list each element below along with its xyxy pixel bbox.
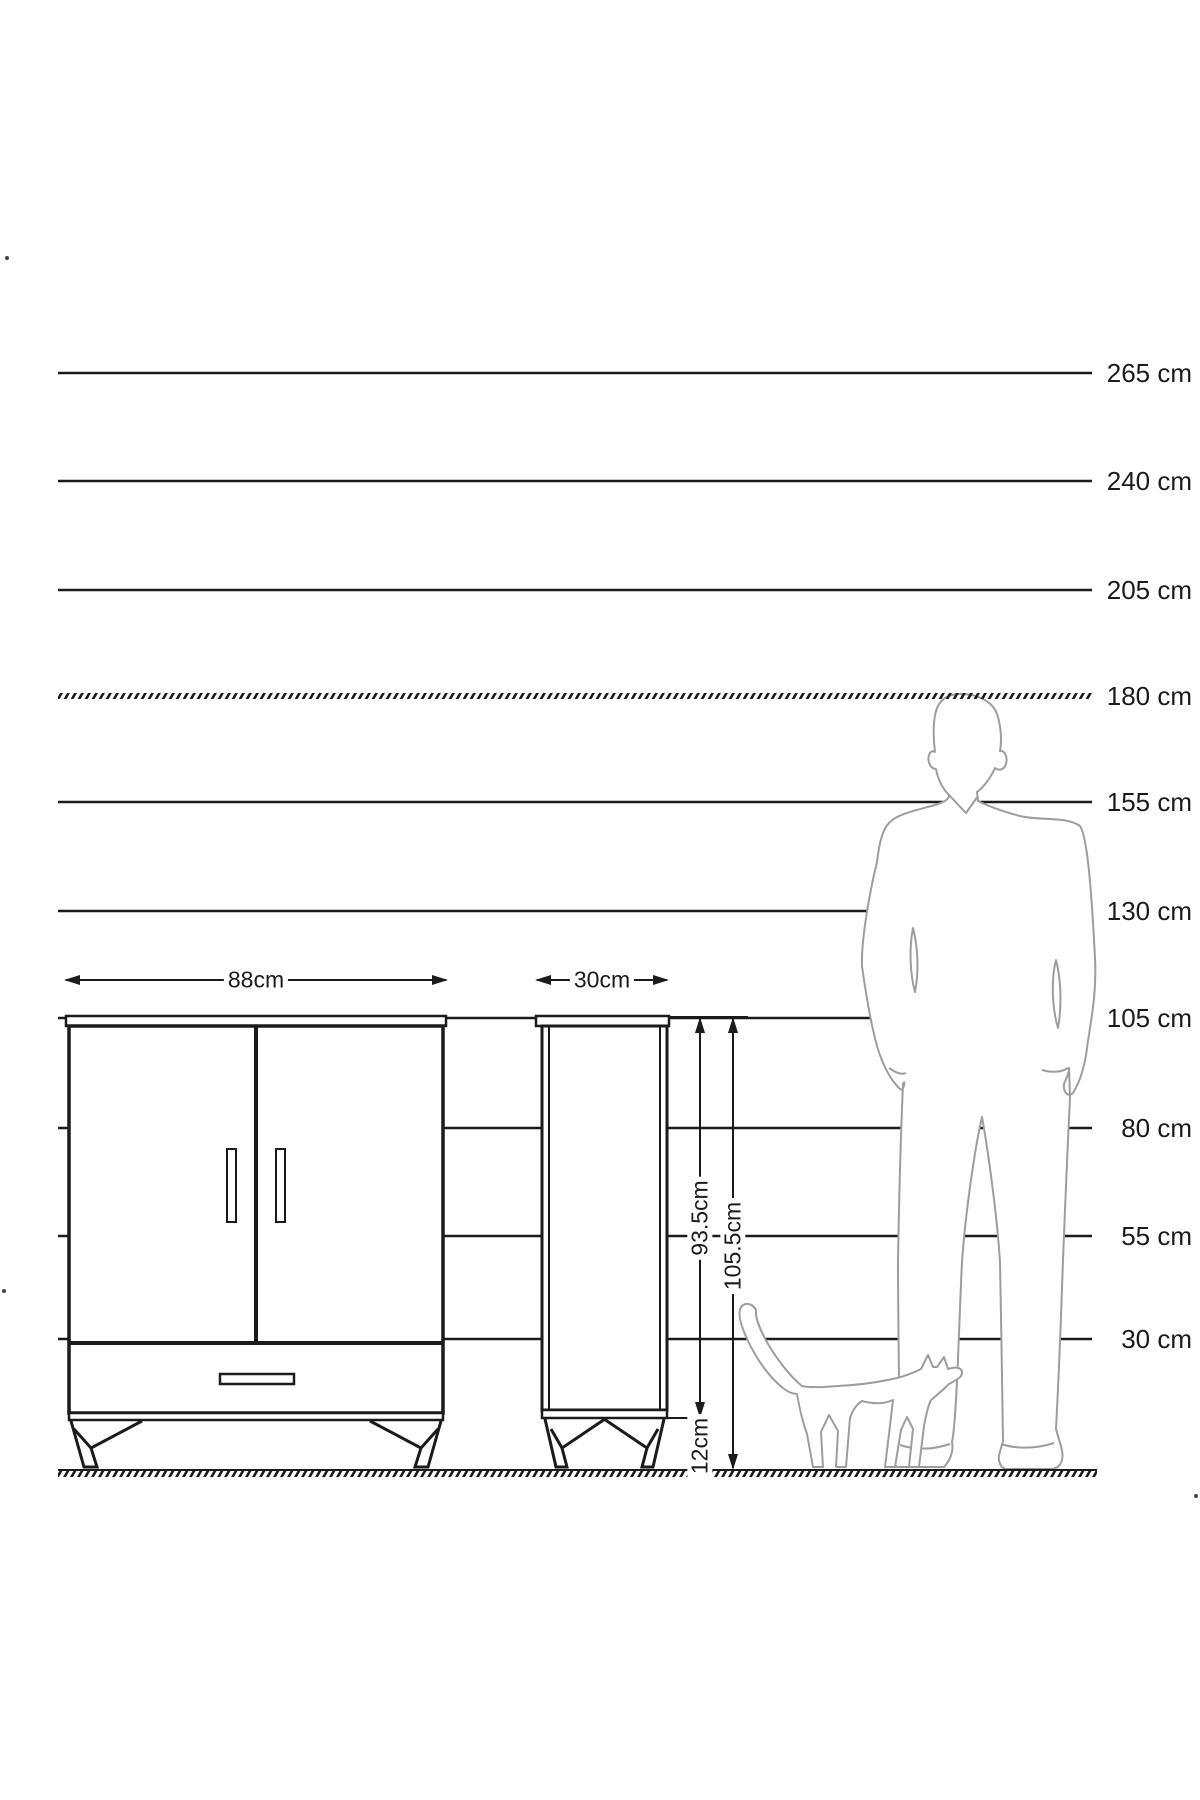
height-label-80cm: 80 cm (1121, 1113, 1192, 1143)
main-cabinet (66, 1016, 446, 1467)
main-cabinet-right-door-handle (276, 1149, 285, 1222)
dim-label-side-width: 30cm (570, 967, 634, 992)
main-cabinet-left-leg (71, 1421, 142, 1467)
man-outline (862, 694, 1095, 1469)
height-label-30cm: 30 cm (1121, 1324, 1192, 1354)
height-label-205cm: 205 cm (1106, 575, 1192, 605)
height-label-180cm: 180 cm (1106, 681, 1192, 711)
arrow-93-top (695, 1017, 705, 1033)
side-cabinet (536, 1016, 669, 1467)
hatched-line-180cm (58, 693, 1092, 699)
side-cabinet-body (542, 1026, 667, 1410)
floor-line (58, 1470, 1097, 1477)
speck-top-left (5, 256, 9, 260)
scale-labels (1107, 358, 1192, 1354)
side-cabinet-left-leg (545, 1419, 605, 1467)
speck-bottom-right (1194, 1494, 1198, 1498)
height-label-155cm: 155 cm (1106, 787, 1192, 817)
arrow-88-right (432, 975, 448, 985)
height-label-55cm: 55 cm (1121, 1221, 1192, 1251)
main-cabinet-bottom-panel (69, 1413, 443, 1420)
side-cabinet-bottom-panel (542, 1410, 667, 1418)
height-label-105cm: 105 cm (1106, 1003, 1192, 1033)
speck-bottom-left (2, 1289, 6, 1293)
arrow-30-left (535, 975, 551, 985)
main-cabinet-right-leg (370, 1421, 441, 1467)
man-silhouette (862, 694, 1095, 1469)
dim-label-leg-height: 12cm (687, 1414, 712, 1478)
arrow-105-bottom (728, 1454, 738, 1470)
arrow-30-right (653, 975, 669, 985)
height-label-240cm: 240 cm (1106, 466, 1192, 496)
height-label-130cm: 130 cm (1106, 896, 1192, 926)
main-cabinet-left-door-handle (227, 1149, 236, 1222)
dim-label-main-width: 88cm (224, 967, 288, 992)
main-cabinet-drawer-handle (220, 1374, 294, 1384)
side-cabinet-right-leg (604, 1419, 664, 1467)
arrow-88-left (64, 975, 80, 985)
dim-label-body-height: 93.5cm (687, 1176, 712, 1259)
dim-label-total-height: 105.5cm (720, 1198, 745, 1294)
arrow-105-top (728, 1017, 738, 1033)
height-label-265cm: 265 cm (1106, 358, 1192, 388)
